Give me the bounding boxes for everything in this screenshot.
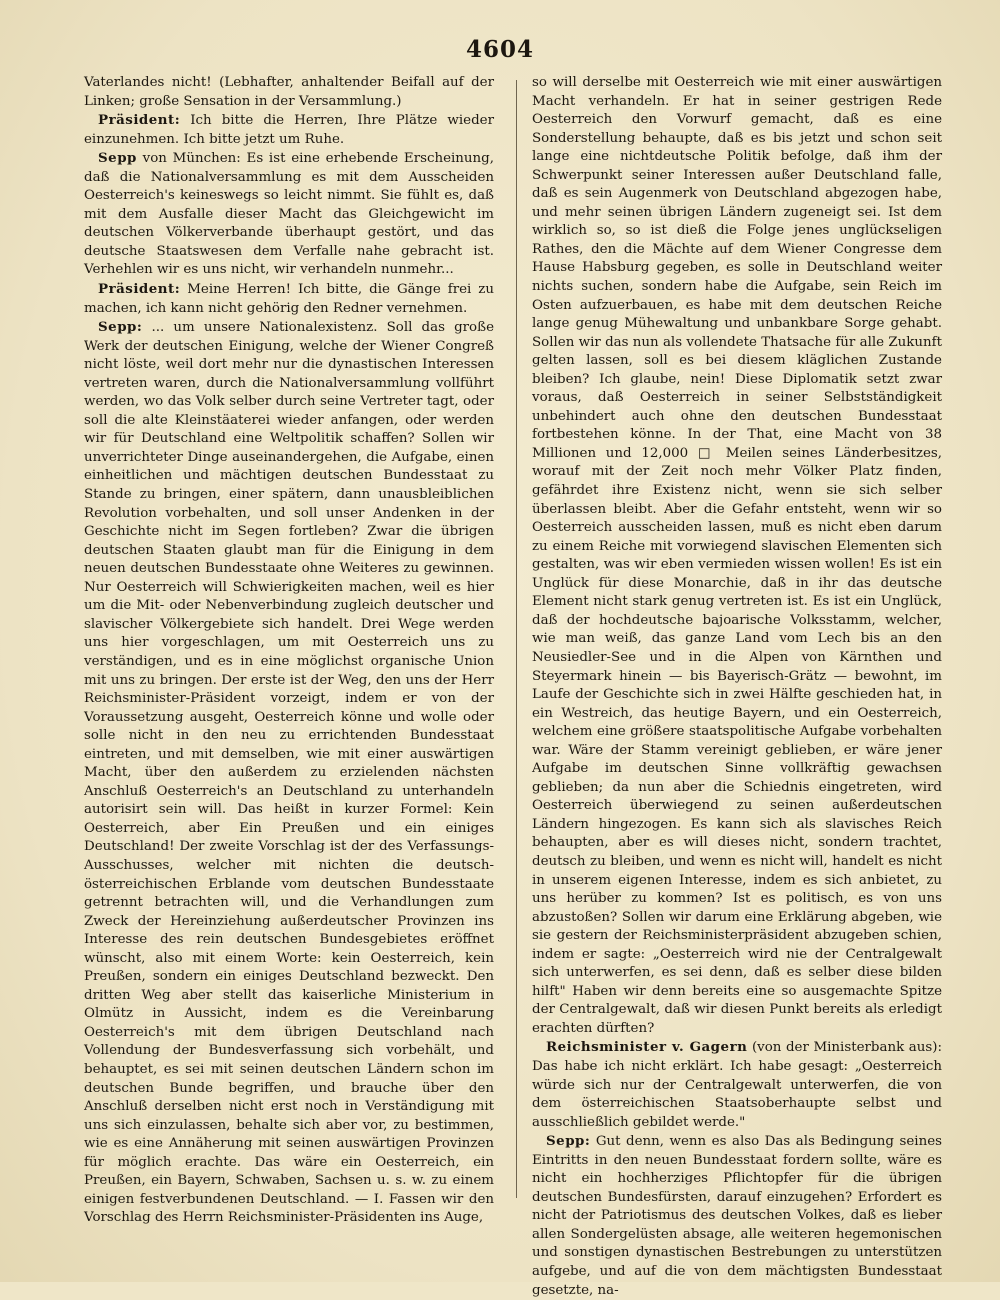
paragraph-text: Vaterlandes nicht! (Lebhafter, anhaltender Beifall auf der Linken; große Sensation in der Versammlung.) <box>84 75 494 109</box>
paragraph-text: so will derselbe mit Oesterreich wie mit einer auswärtigen Macht verhandeln. Er hat in seiner gestrigen Rede Oesterreich den Vorwurf gemacht, daß es eine Sonderstellung behaupte, daß es bis jetzt und schon seit lange eine nichtdeutsche Politik befolge, daß ihm der Schwerpunkt seiner Interessen außer Deutschland falle, daß es sein Augenmerk von Deutschland abgezogen habe, und mehr seinen übrigen Ländern zugeneigt sei. Ist dem wirklich so, so ist dieß die Folge jenes unglückseligen Rathes, den die Mächte auf dem Wiener Congresse dem Hause Habsburg gegeben, es solle in Deutschland weiter nichts suchen, sondern habe die Aufgabe, sein Reich im Osten aufzuerbauen, es habe mit dem deutschen Reiche lange genug Mühewaltung und unbankbare Sorge gehabt. Sollen wir das nun als vollendete Thatsache für alle Zukunft gelten lassen, soll es bei diesem kläglichen Zustande bleiben? Ich glaube, nein! Diese Diplomatik setzt zwar voraus, daß Oesterreich in seiner Selbstständigkeit unbehindert auch ohne den deutschen Bundesstaat fortbestehen könne. In der That, eine Macht von 38 Millionen und 12,000 □ Meilen seines Länderbesitzes, worauf mit der Zeit noch mehr Völker Platz finden, gefährdet ihre Existenz nicht, wenn sie sich selber überlassen bleibt. Aber die Gefahr entsteht, wenn wir so Oesterreich ausscheiden lassen, muß es nicht eben darum zu einem Reiche mit vorwiegend slavischen Elementen sich gestalten, was wir eben vermieden wissen wollen! Es ist ein Unglück für diese Monarchie, daß in ihr das deutsche Element nicht stark genug vertreten ist. Es ist ein Unglück, daß der hochdeutsche bajoarische Volksstamm, welcher, wie man weiß, das ganze Land vom Lech bis an den Neusiedler-See und in die Alpen von Kärnthen und Steyermark hinein — bis Bayerisch-Grätz — bewohnt, im Laufe der Geschichte sich in zwei Hälfte geschieden hat, in ein Westreich, das heutige Bayern, und ein Oesterreich, welchem eine größere staatspolitische Aufgabe vorbehalten war. Wäre der Stamm vereinigt geblieben, er wäre jener Aufgabe im deutschen Sinne vollkräftig gewachsen geblieben; da nun aber die Schiednis eingetreten, wird Oesterreich überwiegend zu seinen außerdeutschen Ländern hingezogen. Es kann sich als slavisches Reich behaupten, aber es will dieses nicht, sondern trachtet, deutsch zu bleiben, und wenn es nicht will, handelt es nicht in unserem eigenen Interesse, indem es sich anbietet, zu uns herüber zu kommen? Ist es politisch, es von uns abzustoßen? Sollen wir darum eine Erklärung abgeben, wie sie gestern der Reichsministerpräsident abzugeben schien, indem er sagte: „Oesterreich wird nie der Centralgewalt sich unterwerfen, es sei denn, daß es selber diese bilden hilft" Haben wir denn bereits eine so ausgemachte Spitze der Centralgewalt, daß wir diesen Punkt bereits als erledigt erachten dürften? <box>532 75 942 1036</box>
paragraph <box>532 1038 942 1132</box>
paragraph <box>84 149 494 280</box>
left-column <box>84 73 494 1273</box>
paragraph-text: Ich bitte die Herren, Ihre Plätze wieder einzunehmen. Ich bitte jetzt um Ruhe. <box>84 113 494 147</box>
paragraph <box>84 318 494 1228</box>
speaker-name: Sepp: <box>98 319 143 336</box>
paragraph-text: von München: Es ist eine erhebende Erscheinung, daß die Nationalversammlung es mit dem Ausscheiden Oesterreich's keineswegs so leicht nimmt. Sie fühlt es, daß mit dem Ausfalle dieser Macht das Gleichgewicht im deutschen Völkerverbande überhaupt gestört, und das deutsche Staatswesen dem Verfalle nahe gebracht ist. Verhehlen wir es uns nicht, wir verhandeln nunmehr... <box>84 151 494 278</box>
paragraph <box>84 280 494 318</box>
speaker-name: Sepp: <box>546 1133 591 1150</box>
paragraph-text: ... um unsere Nationalexistenz. Soll das große Werk der deutschen Einigung, welche der Wiener Congreß nicht löste, weil dort mehr nur die dynastischen Interessen vertreten waren, durch die Nationalversammlung vollführt werden, wo das Volk selber durch seine Vertreter tagt, oder soll die alte Kleinstäaterei wieder anfangen, oder werden wir für Deutschland eine Weltpolitik schaffen? Sollen wir unverrichteter Dinge auseinandergehen, die Aufgabe, einen einheitlichen und mächtigen deutschen Bundesstaat zu Stande zu bringen, einer spätern, dann unausbleiblichen Revolution vorbehalten, und soll unser Andenken in der Geschichte nicht im Segen fortleben? Zwar die übrigen deutschen Staaten glaubt man für die Einigung in dem neuen deutschen Bundesstaate ohne Weiteres zu gewinnen. Nur Oesterreich will Schwierigkeiten machen, weil es hier um die Mit- oder Nebenverbindung zugleich deutscher und slavischer Völkergebiete sich handelt. Drei Wege werden uns hier vorgeschlagen, um mit Oesterreich uns zu verständigen, und es in eine möglichst organische Union mit uns zu bringen. Der erste ist der Weg, den uns der Herr Reichsminister-Präsident vorzeigt, indem er von der Voraussetzung ausgeht, Oesterreich könne und wolle oder solle nicht in den neu zu errichtenden Bundesstaat eintreten, und mit demselben, wie mit einer auswärtigen Macht, über den außerdem zu erzielenden nächsten Anschluß Oesterreich's an Deutschland zu unterhandeln autorisirt sein will. Das heißt in kurzer Formel: Kein Oesterreich, aber Ein Preußen und ein einiges Deutschland! Der zweite Vorschlag ist der des Verfassungs-Ausschusses, welcher mit nichten die deutsch-österreichischen Erblande vom deutschen Bundesstaate getrennt betrachten will, und die Verhandlungen zum Zweck der Hereinziehung außerdeutscher Provinzen ins Interesse des rein deutschen Bundesgebietes eröffnet wünscht, also mit einem Worte: kein Oesterreich, kein Preußen, sondern ein einiges Deutschland bezweckt. Den dritten Weg aber stellt das kaiserliche Ministerium in Olmütz in Aussicht, indem es die Vereinbarung Oesterreich's mit dem übrigen Deutschland nach Vollendung der Bundesverfassung sich vorbehält, und behauptet, es sei mit seinen deutschen Ländern schon im deutschen Bunde begriffen, und brauche über den Anschluß derselben nicht erst noch in Verständigung mit uns sich einzulassen, behalte sich aber vor, zu bestimmen, wie es eine Annäherung mit seinen auswärtigen Provinzen für möglich erachte. Das wäre ein Oesterreich, ein Preußen, ein Bayern, Schwaben, Sachsen u. s. w. zu einem einigen festverbundenen Deutschland. — I. Fassen wir den Vorschlag des Herrn Reichsminister-Präsidenten ins Auge, <box>84 320 494 1226</box>
page-number: 4604 <box>465 36 534 63</box>
paragraph-text: (von der Ministerbank aus): Das habe ich nicht erklärt. Ich habe gesagt: „Oesterreich würde sich nur der Centralgewalt unterwerfen, die von dem österreichischen Staatsoberhaupte selbst und ausschließlich gebildet werde." <box>532 1040 942 1130</box>
paragraph-text: Gut denn, wenn es also Das als Bedingung seines Eintritts in den neuen Bundesstaat fordern sollte, wäre es nicht ein hochherziges Pflichtopfer für die übrigen deutschen Bundesfürsten, darauf einzugehen? Erfordert es nicht der Patriotismus des deutschen Volkes, daß es lieber allen Sondergelüsten absage, alle weiteren hegemonischen und sonstigen dynastischen Bestrebungen zu unterstützen aufgebe, und auf die von dem mächtigsten Bundesstaat gesetzte, na- <box>532 1134 942 1298</box>
paragraph <box>532 73 942 1038</box>
paragraph <box>84 111 494 149</box>
paragraph-text: Meine Herren! Ich bitte, die Gänge frei zu machen, ich kann nicht gehörig den Redner vernehmen. <box>84 282 494 316</box>
speaker-name: Reichsminister v. Gagern <box>546 1039 748 1056</box>
paragraph <box>532 1132 942 1300</box>
right-column <box>532 73 942 1298</box>
speaker-name: Präsident: <box>98 281 181 298</box>
column-divider <box>516 80 517 1198</box>
speaker-name: Präsident: <box>98 112 181 129</box>
paragraph <box>84 73 494 111</box>
speaker-name: Sepp <box>98 150 137 167</box>
